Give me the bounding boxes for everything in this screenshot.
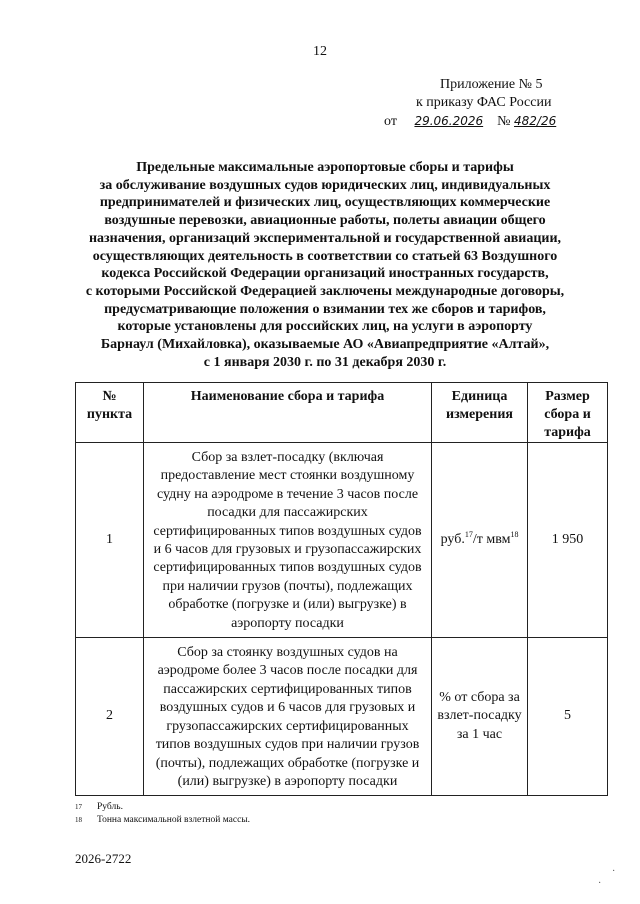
title-line: предпринимателей и физических лиц, осуществляющих коммерческие <box>99 195 551 211</box>
title-line: которые установлены для российских лиц, на услуги в аэропорту <box>117 319 533 335</box>
title-line: кодекса Российской Федерации организаций иностранных государств, <box>101 266 549 282</box>
table-row <box>76 638 608 796</box>
title-line: предусматривающие положения о взимании тех же сборов и тарифов, <box>104 301 546 317</box>
title-line: осуществляющих деятельность в соответствии со статьей 63 Воздушного <box>92 248 558 264</box>
title-line: Предельные максимальные аэропортовые сборы и тарифы <box>136 160 514 175</box>
header-number: № пункта <box>76 383 144 443</box>
order-date: 29.06.2026 <box>414 114 484 128</box>
row-unit <box>432 443 528 638</box>
scan-mark: · <box>612 866 616 877</box>
document-code: 2026-2722 <box>75 851 132 866</box>
table-header-row <box>76 383 608 443</box>
title-line: с которыми Российской Федерацией заключены международные договоры, <box>85 283 565 299</box>
tariff-table <box>75 382 608 796</box>
footnote-text: Рубль. <box>97 802 123 812</box>
row-name: Сбор за взлет-посадку (включая предоставление мест стоянки воздушному судну на аэродроме в течение 3 часов после посадки для пассажирских сертифицированных типов воздушных судов и 6 часов для грузовых и грузопассажирских сертифицированных типов воздушных судов при наличии грузов (почты), подлежащих обработке (погрузке и (или) выгрузке) в аэропорту посадки <box>144 443 432 638</box>
header-size: Размер сбора и тарифа <box>528 383 608 443</box>
row-number: 1 <box>76 443 144 638</box>
footnote-number: 18 <box>75 816 82 824</box>
order-number-prefix: № <box>497 114 511 129</box>
footnotes <box>75 801 595 827</box>
order-line <box>360 112 620 131</box>
scan-mark: · <box>598 878 602 889</box>
unit-main: руб. <box>440 531 465 547</box>
appendix-line-2: к приказу ФАС России <box>416 95 552 110</box>
appendix-block <box>360 76 620 131</box>
footnote-ref-18: 18 <box>510 529 519 539</box>
footnote-item <box>75 801 595 814</box>
row-unit: % от сбора за взлет-посадку за 1 час <box>432 638 528 796</box>
row-size: 5 <box>528 638 608 796</box>
order-number: 482/26 <box>514 114 557 128</box>
title-line: с 1 января 2030 г. по 31 декабря 2030 г. <box>203 354 447 370</box>
footnote-ref-17: 17 <box>464 529 473 539</box>
title-line: назначения, организаций экспериментальной и государственной авиации, <box>88 230 562 246</box>
footnote-divider <box>75 795 240 796</box>
footnote-item <box>75 814 595 827</box>
appendix-line-1: Приложение № 5 <box>440 77 543 92</box>
header-name: Наименование сбора и тарифа <box>144 383 432 443</box>
order-prefix: от <box>384 114 397 129</box>
header-unit: Единица измерения <box>432 383 528 443</box>
unit-mid: /т мвм <box>472 531 511 547</box>
row-number: 2 <box>76 638 144 796</box>
table-row <box>76 443 608 638</box>
title-line: воздушные перевозки, авиационные работы, полеты авиации общего <box>104 213 546 229</box>
row-size: 1 950 <box>528 443 608 638</box>
document-title <box>60 159 590 371</box>
row-name: Сбор за стоянку воздушных судов на аэродроме более 3 часов после посадки для пассажирских сертифицированных типов воздушных судов и 6 часов для грузовых и грузопассажирских сертифицированных типов воздушных судов при наличии грузов (почты), подлежащих обработке (погрузке и (или) выгрузке) в аэропорту посадки <box>144 638 432 796</box>
title-line: за обслуживание воздушных судов юридических лиц, индивидуальных <box>99 177 551 193</box>
page-number: 12 <box>313 44 327 59</box>
title-line: Барнаул (Михайловка), оказываемые АО «Авиапредприятие «Алтай», <box>100 337 550 353</box>
footnote-number: 17 <box>75 803 82 811</box>
footnote-text: Тонна максимальной взлетной массы. <box>97 815 251 825</box>
